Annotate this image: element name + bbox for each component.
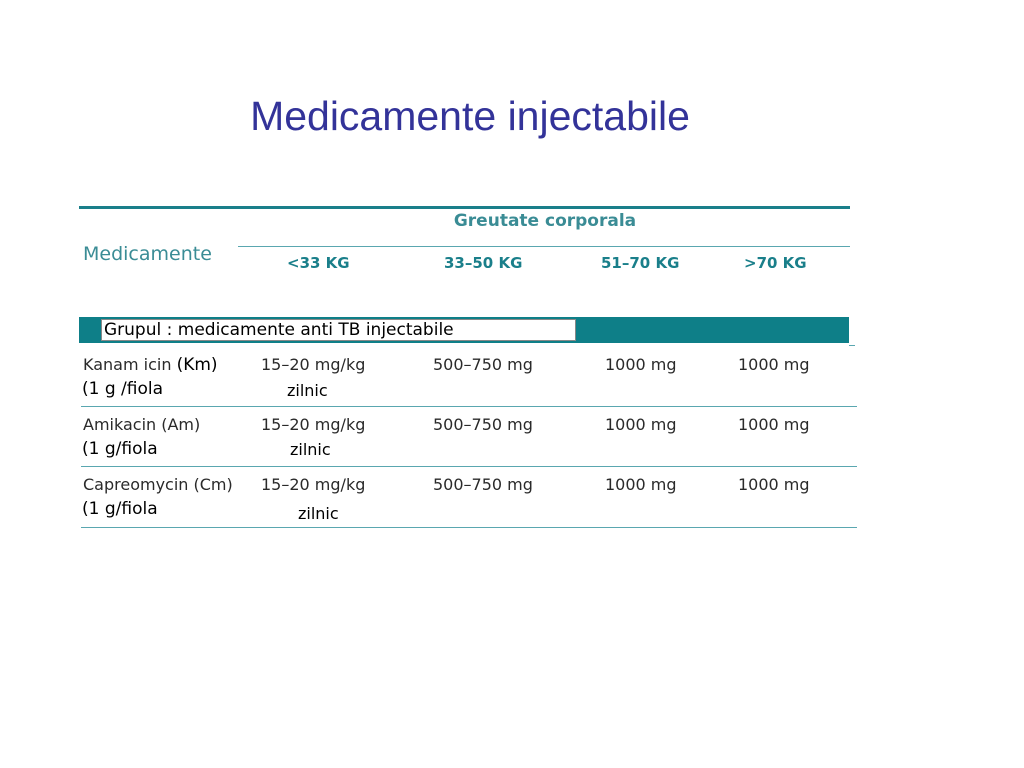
table-bottom-rule [81, 527, 857, 528]
drug-name: Capreomycin (Cm) [83, 475, 233, 494]
drug-column-header: Medicamente [83, 243, 212, 265]
column-header-lt33: <33 KG [287, 254, 350, 272]
dose-51-70: 1000 mg [605, 355, 677, 374]
dose-gt70: 1000 mg [738, 355, 810, 374]
group-band-tick [849, 345, 855, 346]
dose-51-70: 1000 mg [605, 415, 677, 434]
dose-lt33: 15–20 mg/kg [261, 415, 366, 434]
drug-abbrev: (Km) [176, 355, 218, 375]
dose-33-50: 500–750 mg [433, 355, 533, 374]
weight-header-rule [238, 246, 850, 247]
row-divider [81, 466, 857, 467]
weight-header: Greutate corporala [453, 211, 637, 231]
dose-frequency: zilnic [290, 440, 331, 459]
table-row-drug [83, 355, 218, 375]
dose-frequency: zilnic [287, 381, 328, 400]
table-top-rule [79, 206, 850, 209]
page-title-text: Medicamente injectabile [250, 93, 690, 139]
dose-frequency: zilnic [298, 504, 339, 523]
dose-gt70: 1000 mg [738, 415, 810, 434]
dose-33-50: 500–750 mg [433, 415, 533, 434]
drug-dose-form: (1 g /fiola [82, 379, 164, 399]
dose-lt33: 15–20 mg/kg [261, 475, 366, 494]
column-header-gt70: >70 KG [744, 254, 807, 272]
dose-51-70: 1000 mg [605, 475, 677, 494]
column-header-33-50: 33–50 KG [444, 254, 523, 272]
column-header-51-70: 51–70 KG [601, 254, 680, 272]
group-label: Grupul : medicamente anti TB injectabile [101, 319, 576, 341]
dose-gt70: 1000 mg [738, 475, 810, 494]
drug-dose-form: (1 g/fiola [82, 499, 158, 519]
dose-lt33: 15–20 mg/kg [261, 355, 366, 374]
row-divider [81, 406, 857, 407]
drug-dose-form: (1 g/fiola [82, 439, 158, 459]
drug-name: Amikacin (Am) [83, 415, 201, 434]
drug-name: Kanam icin [83, 355, 172, 374]
dose-33-50: 500–750 mg [433, 475, 533, 494]
